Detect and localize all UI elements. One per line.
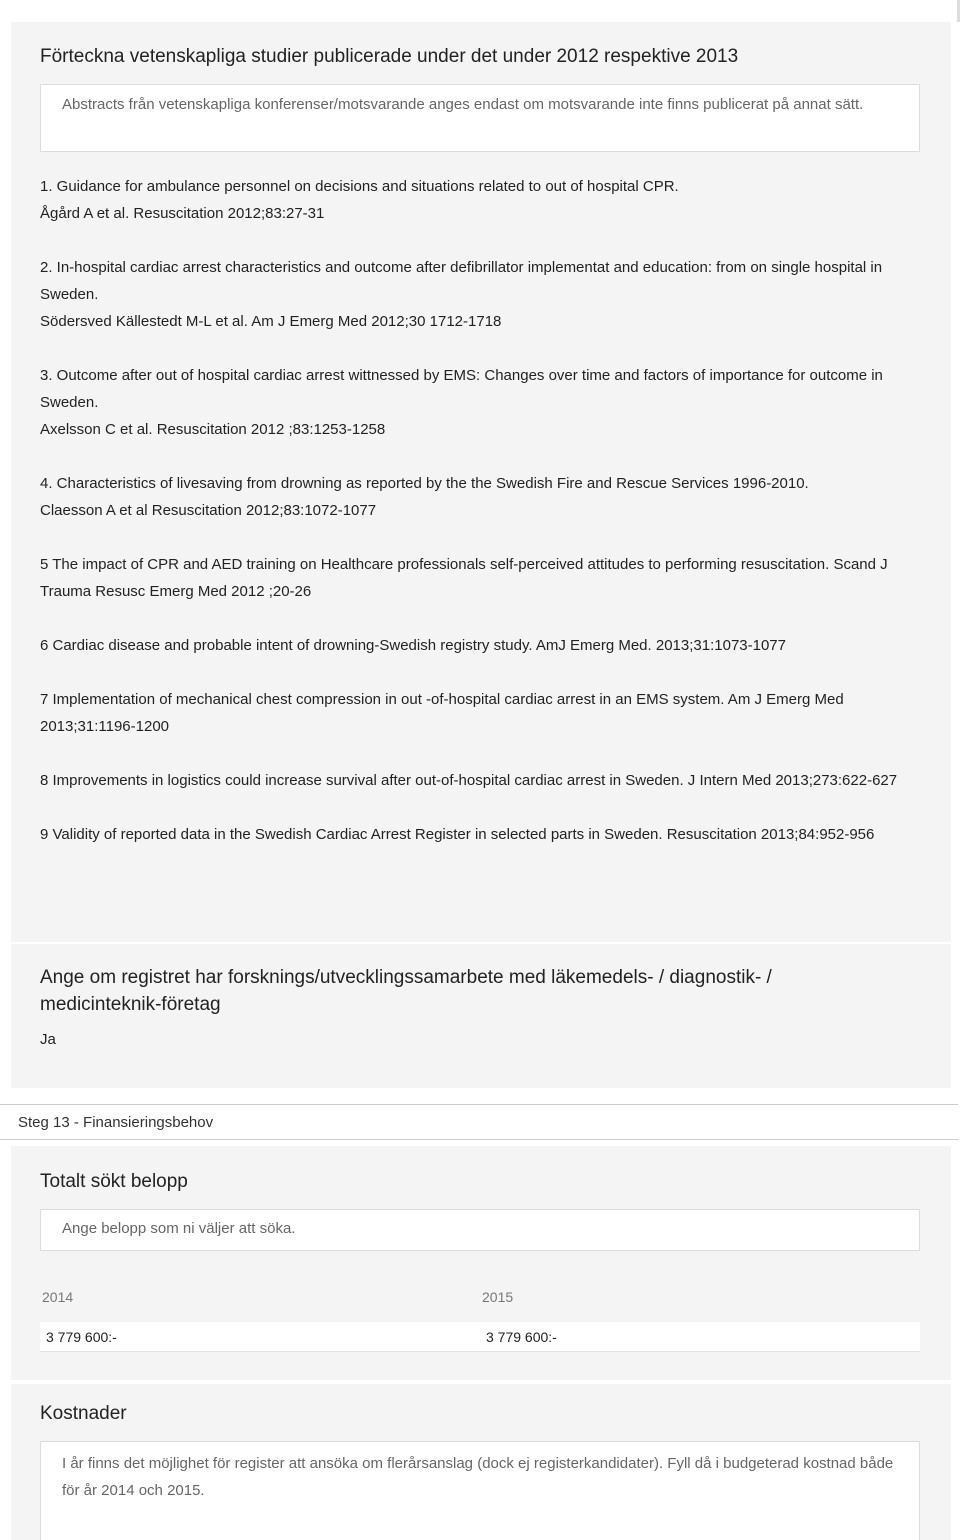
total-panel — [11, 1146, 951, 1380]
collaboration-panel — [11, 944, 951, 1088]
reference-1: 1. Guidance for ambulance personnel on decisions and situations related to out of hospital CPR. Ågård A et al. Resuscitation 2012;83:27-31 — [40, 178, 679, 222]
total-hint-box — [40, 1209, 920, 1251]
reference-2: 2. In-hospital cardiac arrest characteristics and outcome after defibrillator implementat and education: from on single hospital in Sweden. Södersved Källestedt M-L et al. Am J Emerg Med 2012;30 1712-1718 — [40, 259, 883, 330]
studies-hint-text: Abstracts från vetenskapliga konferenser/motsvarande anges endast om motsvarande inte finns publicerat på annat sätt. — [62, 96, 864, 113]
total-title: Totalt sökt belopp — [40, 1171, 188, 1192]
amount-2014[interactable]: 3 779 600:- — [40, 1322, 480, 1352]
reference-4: 4. Characteristics of livesaving from drowning as reported by the the Swedish Fire and Rescue Services 1996-2010. Claesson A et al Resuscitation 2012;83:1072-1077 — [40, 475, 809, 519]
costs-title: Kostnader — [40, 1403, 127, 1424]
reference-3: 3. Outcome after out of hospital cardiac arrest wittnessed by EMS: Changes over time and factors of importance for outcome in Sweden. Axelsson C et al. Resuscitation 2012 ;83:1253-1258 — [40, 367, 883, 438]
total-hint-text: Ange belopp som ni väljer att söka. — [62, 1220, 296, 1237]
reference-5: 5 The impact of CPR and AED training on Healthcare professionals self-perceived attitudes to performing resuscitation. Scand J Trauma Resusc Emerg Med 2012 ;20-26 — [40, 556, 888, 600]
amount-2015[interactable]: 3 779 600:- — [480, 1322, 920, 1352]
studies-panel — [11, 22, 951, 942]
studies-hint-box — [40, 84, 920, 152]
year-label-2014: 2014 — [42, 1289, 74, 1305]
reference-7: 7 Implementation of mechanical chest compression in out -of-hospital cardiac arrest in an EMS system. Am J Emerg Med 2013;31:1196-1200 — [40, 691, 844, 735]
year-label-2015: 2015 — [482, 1289, 514, 1305]
costs-panel — [11, 1384, 951, 1540]
references-list — [40, 173, 925, 848]
reference-6: 6 Cardiac disease and probable intent of drowning-Swedish registry study. AmJ Emerg Med. 2013;31:1073-1077 — [40, 637, 786, 654]
collaboration-title: Ange om registret har forsknings/utvecklingssamarbete med läkemedels- / diagnostik- / medicinteknik-företag — [40, 967, 772, 1015]
collaboration-answer: Ja — [40, 1031, 56, 1048]
step-header: Steg 13 - Finansieringsbehov — [0, 1104, 958, 1140]
reference-9: 9 Validity of reported data in the Swedish Cardiac Arrest Register in selected parts in Sweden. Resuscitation 2013;84:952-956 — [40, 826, 875, 843]
studies-title: Förteckna vetenskapliga studier publicerade under det under 2012 respektive 2013 — [40, 46, 739, 67]
reference-8: 8 Improvements in logistics could increase survival after out-of-hospital cardiac arrest in Sweden. J Intern Med 2013;273:622-627 — [40, 772, 898, 789]
costs-hint-box — [40, 1441, 920, 1540]
costs-hint-text: I år finns det möjlighet för register att ansöka om flerårsanslag (dock ej registerkandidater). Fyll då i budgeterad kostnad både för år 2014 och 2015. — [62, 1455, 894, 1499]
